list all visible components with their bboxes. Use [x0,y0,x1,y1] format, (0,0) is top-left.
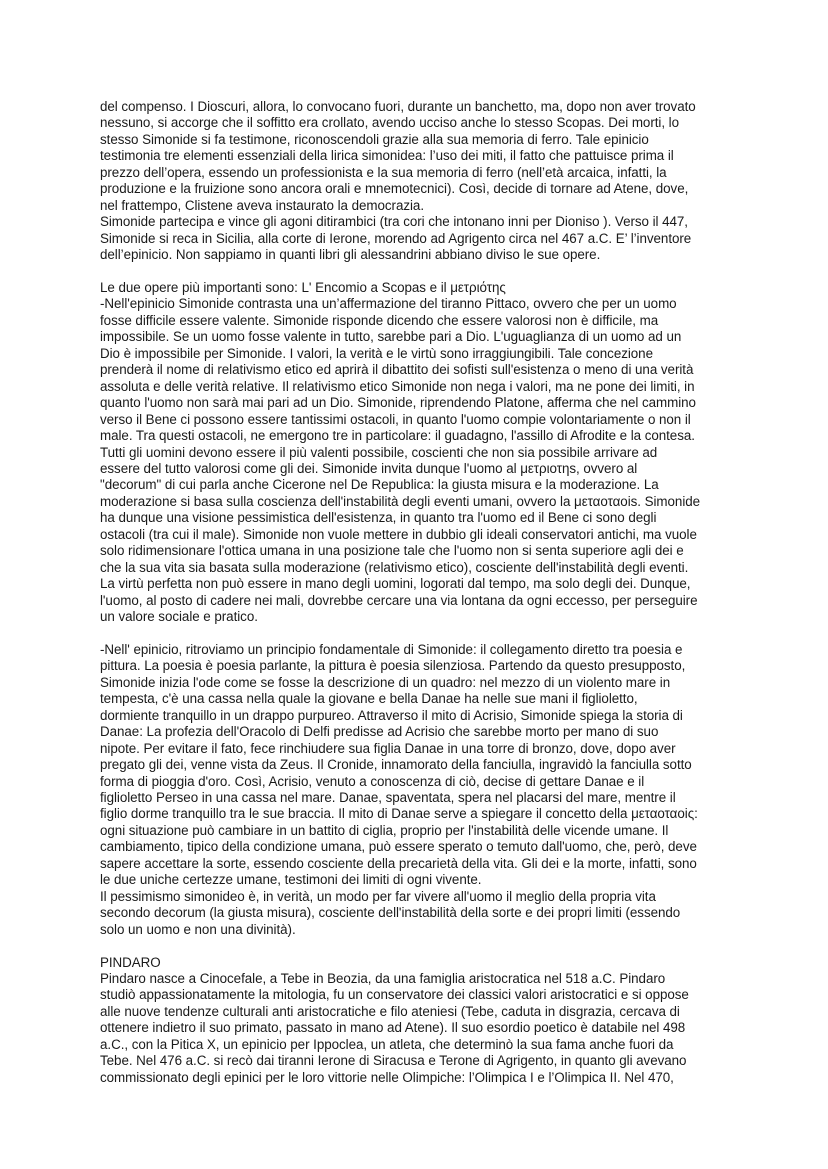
text-line: dell’epinicio. Non sappiamo in quanti libri gli alessandrini abbiano diviso le sue opere. [100,247,601,263]
text-line: cambiamento, tipico della condizione umana, può essere sperato o temuto dall'uomo, che, però, deve [100,839,697,855]
text-line: Tutti gli uomini devono essere il più valenti possibile, coscienti che non sia possibile arrivare ad [100,444,658,460]
text-line: Tebe. Nel 476 a.C. si recò dai tiranni Ierone di Siracusa e Terone di Agrigento, in quanto gli avevano [100,1053,687,1069]
text-line: del compenso. I Dioscuri, allora, lo convocano fuori, durante un banchetto, ma, dopo non aver trovato [100,99,696,114]
text-line: figlio dorme tranquillo tra le sue braccia. Il mito di Danae serve a spiegare il concetto della μεταοταοiς: [100,806,698,822]
text-line: Simonide si reca in Sicilia, alla corte di Ierone, morendo ad Agrigento circa nel 467 a.C. E’ l’inventore [100,230,692,246]
text-line: dormiente tranquillo in un drappo purpureo. Attraverso il mito di Acrisio, Simonide spiega la storia di [100,707,683,723]
text-line: tempesta, c'è una cassa nella quale la giovane e bella Danae ha nelle sue mani il figlioletto, [100,691,638,707]
text-line: sapere accettare la sorte, essendo cosciente della precarietà della vita. Gli dei e la morte, infatti, sono [100,855,697,871]
text-line: fosse difficile essere valente. Simonide risponde dicendo che essere valorosi non è difficile, ma [100,312,659,328]
text-line: ottenere indietro il suo primato, passato in mano ad Atene). Il suo esordio poetico è databile nel 498 [100,1020,686,1036]
section-heading: PINDARO [100,954,161,970]
text-line: un valore sociale e pratico. [100,609,258,625]
text-line: quanto l'uomo non sarà mai pari ad un Dio. Simonide, riprendendo Platone, afferma che nel cammino [100,395,696,411]
text-line: produzione e la fruizione sono ancora orali e mnemotecnici). Così, decide di tornare ad Atene, dove, [100,181,689,197]
text-line: -Nell' epinicio, ritroviamo un principio fondamentale di Simonide: il collegamento diretto tra poesia e [100,641,683,657]
text-line: essere del tutto valorosi come gli dei. Simonide invita dunque l'uomo al μετριοτηs, ovvero al [100,460,638,476]
paragraph-danae [100,642,736,938]
text-line: "decorum" di cui parla anche Cicerone nel De Republica: la giusta misura e la moderazione. La [100,477,659,493]
text-line: alle nuove tendenze culturali anti aristocratiche e filo ateniesi (Tebe, caduta in disgrazia, cercava di [100,1003,680,1019]
text-line: -Nell'epinicio Simonide contrasta una un’affermazione del tiranno Pittaco, ovvero che per un uomo [100,296,677,312]
text-line: Simonide partecipa e vince gli agoni ditirambici (tra cori che intonano inni per Dioniso ). Verso il 447, [100,214,688,230]
paragraph-simonide-biography [100,99,736,264]
text-line: l'uomo, al posto di cadere nei mali, dovrebbe cercare una via lontana da ogni eccesso, per perseguire [100,592,698,608]
text-line: ostacoli (tra cui il male). Simonide non vuole mettere in dubbio gli ideali conservatori antichi, ma vuole [100,526,697,542]
paragraph-spacer [100,625,736,641]
text-line: studiò appassionatamente la mitologia, fu un conservatore dei classici valori aristocratici e si oppose [100,987,689,1003]
text-line: verso il Bene ci possono essere tantissimi ostacoli, in quanto l'uomo compie volontariamente o non il [100,411,691,427]
text-line: solo ridimensionare l'ottica umana in una posizione tale che l'uomo non si senta superiore agli dei e [100,543,684,559]
text-line: pregato gli dei, venne vista da Zeus. Il Cronide, innamorato della fanciulla, ingravidò la fanciulla sotto [100,757,692,773]
text-line: nipote. Per evitare il fato, fece rinchiudere sua figlia Danae in una torre di bronzo, dove, dopo aver [100,740,676,756]
text-line: che la sua vita sia basata sulla moderazione (relativismo etico), cosciente dell'instabilità degli eventi. [100,559,689,575]
paragraph-spacer [100,938,736,954]
text-line: a.C., con la Pitica X, un epinicio per Ippoclea, un atleta, che determinò la sua fama anche fuori da [100,1036,674,1052]
text-line: assoluta e delle verità relative. Il relativismo etico Simonide non nega i valori, ma ne pone dei limiti, in [100,378,695,394]
text-line: male. Tra questi ostacoli, ne emergono tre in particolare: il guadagno, l'assillo di Afrodite e la contesa. [100,428,695,444]
text-line: commissionato degli epinici per le loro vittorie nelle Olimpiche: l’Olimpica I e l’Olimpica II. Nel 470, [100,1069,674,1085]
text-line: Simonide inizia l'ode come se fosse la descrizione di un quadro: nel mezzo di un violento mare in [100,674,671,690]
paragraph-spacer [100,264,736,280]
text-line: solo un uomo e non una divinità). [100,921,296,937]
text-line: secondo decorum (la giusta misura), cosciente dell'instabilità della sorte e dei propri limiti (essendo [100,905,681,921]
paragraph-metriotes [100,280,736,626]
text-line: Dio è impossibile per Simonide. I valori, la verità e le virtù sono irraggiungibili. Tale concezione [100,345,653,361]
text-line: Il pessimismo simonideo è, in verità, un modo per far vivere all'uomo il meglio della propria vita [100,888,656,904]
text-line: nessuno, si accorge che il soffitto era crollato, avendo ucciso anche lo stesso Scopas. Dei morti, lo [100,115,679,131]
text-line: Pindaro nasce a Cinocefale, a Tebe in Beozia, da una famiglia aristocratica nel 518 a.C. Pindaro [100,970,666,986]
text-line: ogni situazione può cambiare in un battito di ciglia, proprio per l'instabilità delle vicende umane. Il [100,822,669,838]
text-line: prezzo dell’opera, essendo un professionista e la sua memoria di ferro (nell’età arcaica, infatti, la [100,164,667,180]
text-line: forma di pioggia d'oro. Così, Acrisio, venuto a conoscenza di ciò, decise di gettare Danae e il [100,773,645,789]
text-line: impossibile. Se un uomo fosse valente in tutto, sarebbe pari a Dio. L'uguaglianza di un uomo ad un [100,329,682,345]
paragraph-pindaro [100,955,736,1087]
text-line: ha dunque una visione pessimistica dell'esistenza, in quanto tra l'uomo ed il Bene ci sono degli [100,510,657,526]
text-line: stesso Simonide si fa testimone, riconoscendoli grazie alla sua memoria di ferro. Tale epinicio [100,131,649,147]
document-page [100,99,736,1086]
text-line: Le due opere più importanti sono: L' Encomio a Scopas e il μετριότης [100,279,506,295]
text-line: moderazione si basa sulla coscienza dell'instabilità degli eventi umani, ovvero la μεταοταοis. Simonide [100,493,701,509]
text-line: pittura. La poesia è poesia parlante, la pittura è poesia silenziosa. Partendo da questo presupposto, [100,658,686,674]
text-line: Danae: La profezia dell'Oracolo di Delfi predisse ad Acrisio che sarebbe morto per mano di suo [100,724,659,740]
text-line: le due uniche certezze umane, testimoni dei limiti di ogni vivente. [100,872,482,888]
text-line: testimonia tre elementi essenziali della lirica simonidea: l’uso dei miti, il fatto che pattuisce prima il [100,148,674,164]
text-line: prenderà il nome di relativismo etico ed aprirà il dibattito dei sofisti sull'esistenza o meno di una verità [100,362,694,378]
text-line: figlioletto Perseo in una cassa nel mare. Danae, spaventata, spera nel placarsi del mare, mentre il [100,790,676,805]
text-line: nel frattempo, Clistene aveva instaurato la democrazia. [100,197,425,213]
text-line: La virtù perfetta non può essere in mano degli uomini, logorati dal tempo, ma solo degli dei. Dunque, [100,576,691,592]
